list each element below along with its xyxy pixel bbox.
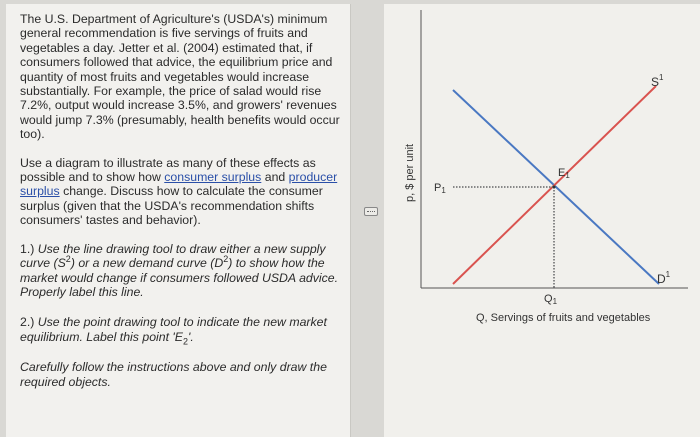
x-axis-label: Q, Servings of fruits and vegetables: [476, 312, 651, 324]
task-text-2: change. Discuss how to calculate the consumer surplus (given that the USDA's recommendation shifts consumers' tastes and behavior).: [20, 184, 323, 228]
producer-surplus-link[interactable]: producer surplus: [20, 170, 338, 199]
p1-label: P1: [434, 182, 446, 195]
step2-number: 2.): [20, 315, 38, 330]
consumer-surplus-link[interactable]: consumer surplus: [164, 170, 262, 185]
equilibrium-point-e1[interactable]: [553, 186, 556, 189]
question-intro: The U.S. Department of Agriculture's (USDA's) minimum general recommendation is five servings of fruits and vegetables a day. Jetter et al. (2004) estimated that, if consumers followed that advice, the equilibrium price and quantity of most fruits and vegetables would increase substantially. For example, the price of salad would rise 7.2%, output would increase 3.5%, and growers' revenues would jump 7.3% (presumably, health benefits would occur too).: [20, 12, 340, 142]
step1-number: 1.): [20, 241, 38, 256]
step1-sup-d: 2: [223, 254, 229, 264]
step1-text-b: ) or a new demand curve (D: [70, 256, 224, 271]
step1-text-c: ) to show how the market would change if consumers followed USDA advice. Properly label this line.: [20, 256, 339, 299]
task-and: and: [261, 170, 289, 185]
d1-label: $D^1$: [657, 270, 671, 286]
closing-text: Carefully follow the instructions above and only draw the required objects.: [20, 360, 327, 389]
step2-sub: 2: [182, 336, 188, 347]
step1-text-a: Use the line drawing tool to draw either a new supply curve (S: [20, 241, 326, 271]
task-text-1: Use a diagram to illustrate as many of these effects as possible and to show how: [20, 155, 316, 185]
e1-label: E1: [558, 167, 570, 180]
step1-sup-s: 2: [65, 254, 71, 264]
q1-label: Q1: [544, 293, 558, 306]
s1-label: $S^1$: [651, 73, 664, 89]
y-axis-label: p, $ per unit: [404, 143, 416, 202]
step2-text-a: Use the point drawing tool to indicate the new market equilibrium. Label this point 'E: [20, 315, 327, 344]
step2-text-b: '.: [188, 329, 194, 344]
